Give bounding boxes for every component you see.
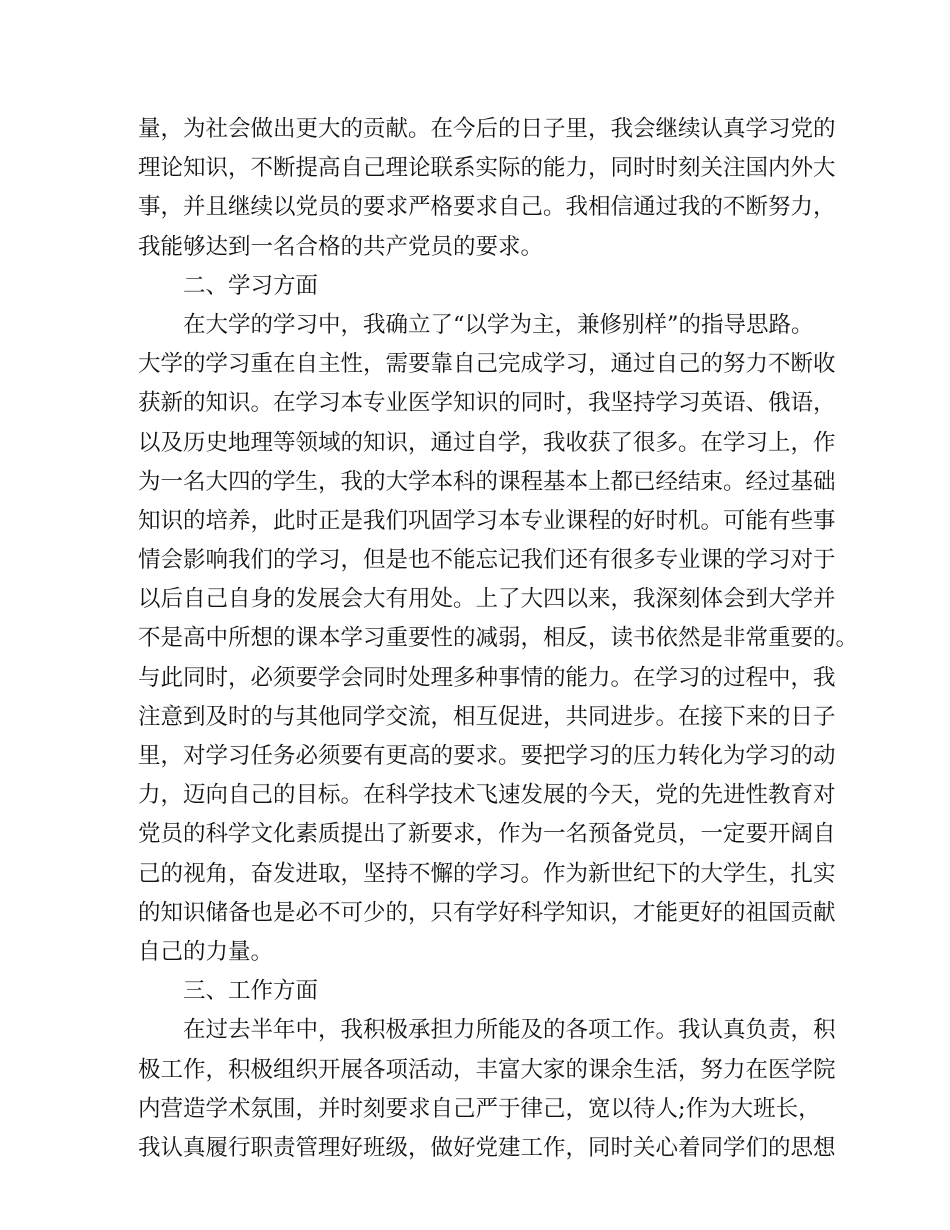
text-line: 以及历史地理等领域的知识，通过自学，我收获了很多。在学习上，作 [138,429,836,456]
text-line: 在过去半年中，我积极承担力所能及的各项工作。我认真负责，积 [183,1017,836,1044]
text-line: 量，为社会做出更大的贡献。在今后的日子里，我会继续认真学习党的 [138,116,836,142]
text-line: 三、工作方面 [183,978,319,1005]
document-body [138,110,859,1168]
text-line: 与此同时，必须要学会同时处理多种事情的能力。在学习的过程中，我 [138,664,836,691]
text-line: 在大学的学习中，我确立了“以学为主，兼修别样”的指导思路。 [183,311,814,338]
text-line: 我认真履行职责管理好班级，做好党建工作，同时关心着同学们的思想 [138,1134,836,1161]
text-line: 知识的培养，此时正是我们巩固学习本专业课程的好时机。可能有些事 [138,507,836,534]
text-line: 内营造学术氛围，并时刻要求自己严于律己，宽以待人;作为大班长， [138,1095,821,1122]
text-line: 以后自己自身的发展会大有用处。上了大四以来，我深刻体会到大学并 [138,586,836,613]
text-line: 的知识储备也是必不可少的，只有学好科学知识，才能更好的祖国贡献 [138,899,836,926]
text-line: 理论知识，不断提高自己理论联系实际的能力，同时时刻关注国内外大 [138,155,836,182]
text-line: 情会影响我们的学习，但是也不能忘记我们还有很多专业课的学习对于 [138,547,836,574]
text-line: 力，迈向自己的目标。在科学技术飞速发展的今天，党的先进性教育对 [138,782,836,809]
text-line: 自己的力量。 [138,938,274,965]
text-line: 里，对学习任务必须要有更高的要求。要把学习的压力转化为学习的动 [138,743,836,769]
text-line: 大学的学习重在自主性，需要靠自己完成学习，通过自己的努力不断收 [138,351,836,378]
text-line: 己的视角，奋发进取，坚持不懈的学习。作为新世纪下的大学生，扎实 [138,860,836,887]
text-line: 极工作，积极组织开展各项活动，丰富大家的课余生活，努力在医学院 [138,1056,836,1083]
text-line: 党员的科学文化素质提出了新要求，作为一名预备党员，一定要开阔自 [138,821,836,848]
text-line: 不是高中所想的课本学习重要性的减弱，相反，读书依然是非常重要的。 [138,625,859,652]
text-line: 二、学习方面 [183,272,319,299]
text-line: 注意到及时的与其他同学交流，相互促进，共同进步。在接下来的日子 [138,703,836,730]
text-line: 为一名大四的学生，我的大学本科的课程基本上都已经结束。经过基础 [138,468,836,495]
text-line: 事，并且继续以党员的要求严格要求自己。我相信通过我的不断努力， [138,194,836,221]
text-line: 我能够达到一名合格的共产党员的要求。 [138,233,544,260]
text-line: 获新的知识。在学习本专业医学知识的同时，我坚持学习英语、俄语， [138,390,836,417]
